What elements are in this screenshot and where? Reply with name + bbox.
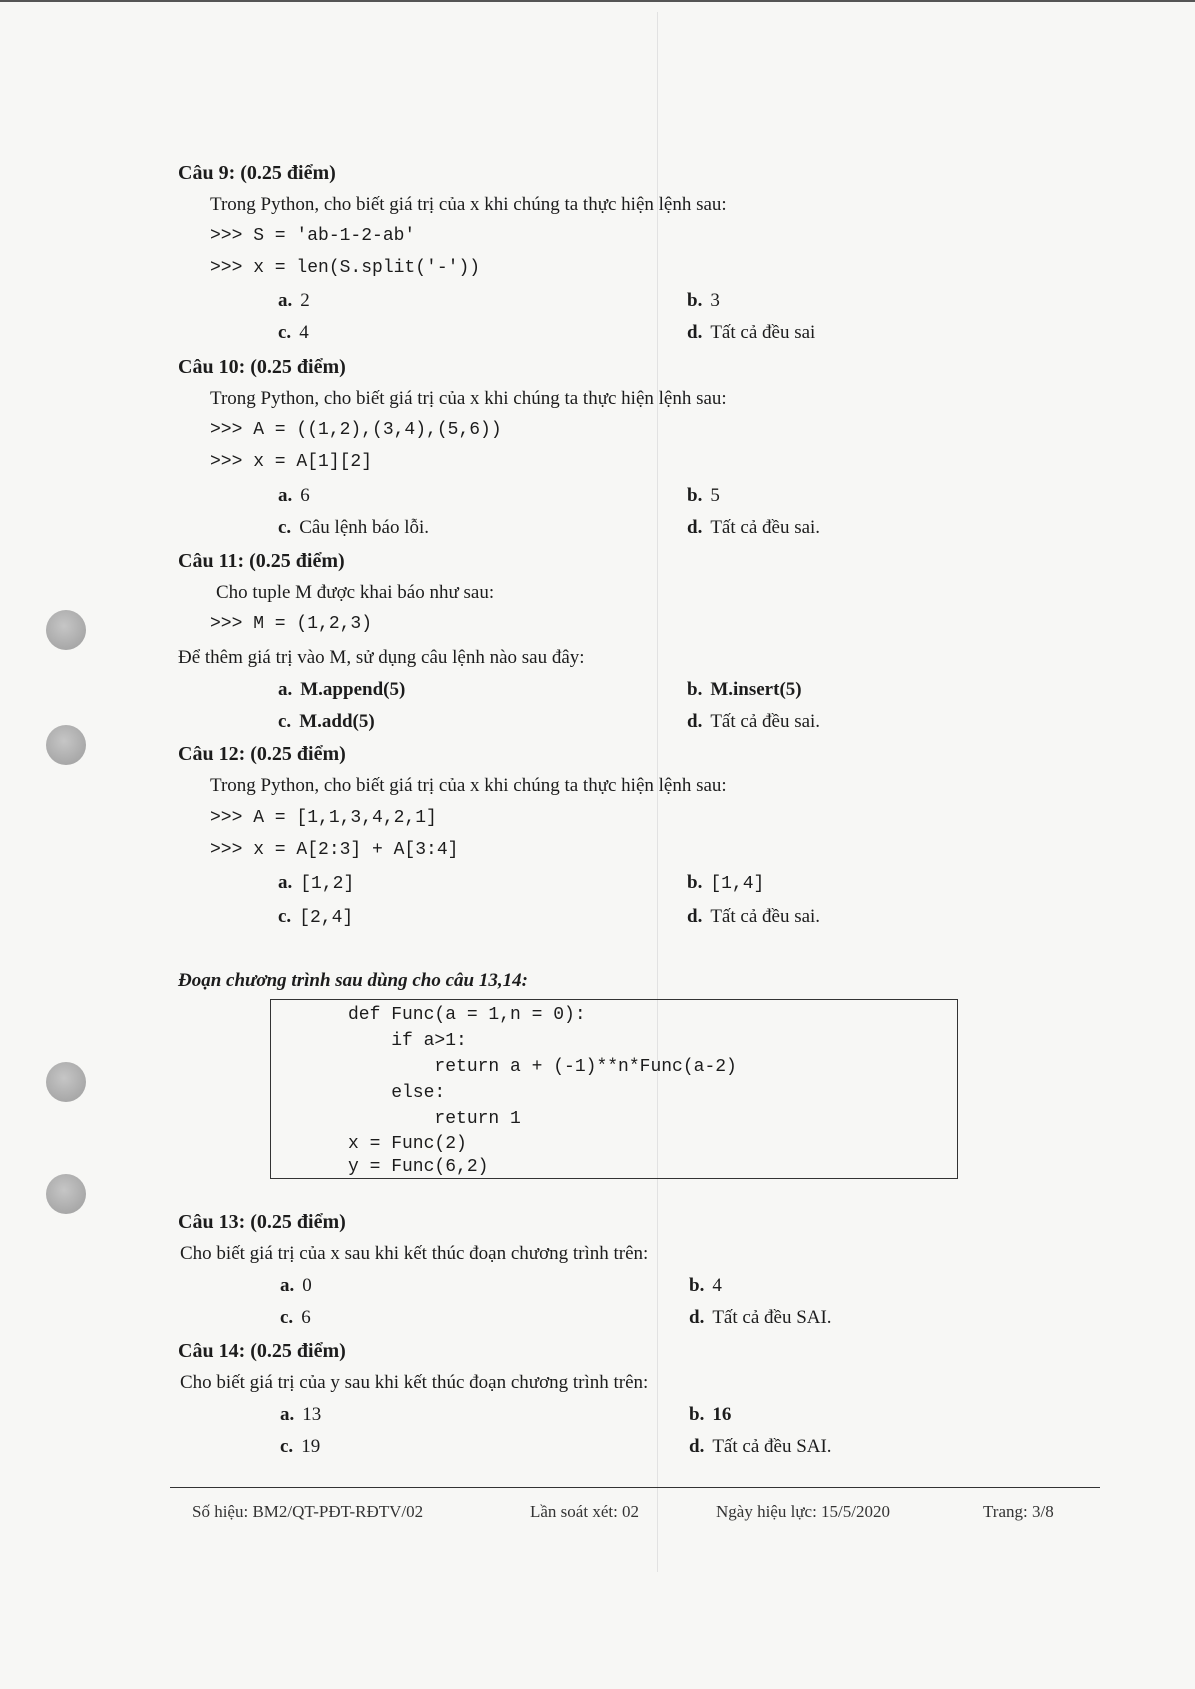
- question-11-option-d: d. Tất cả đều sai.: [687, 711, 821, 732]
- question-10-text: Trong Python, cho biết giá trị của x khi chúng ta thực hiện lệnh sau:: [210, 388, 727, 409]
- question-13-text: Cho biết giá trị của x sau khi kết thúc đoạn chương trình trên:: [180, 1243, 649, 1264]
- question-13-title: Câu 13: (0.25 điểm): [178, 1211, 346, 1233]
- question-9-option-b: b. 3: [687, 290, 720, 311]
- question-10-option-c: c. Câu lệnh báo lỗi.: [278, 517, 429, 538]
- question-12-code-line: >>> A = [1,1,3,4,2,1]: [210, 808, 437, 828]
- question-9-code-line: >>> S = 'ab-1-2-ab': [210, 226, 416, 246]
- question-14-option-d: d. Tất cả đều SAI.: [689, 1436, 832, 1457]
- footer-effective-date: Ngày hiệu lực: 15/5/2020: [716, 1502, 890, 1521]
- question-11-title: Câu 11: (0.25 điểm): [178, 550, 345, 572]
- program-code-line: def Func(a = 1,n = 0):: [348, 1005, 586, 1025]
- question-14-title: Câu 14: (0.25 điểm): [178, 1340, 346, 1362]
- program-code-line: return a + (-1)**n*Func(a-2): [348, 1057, 737, 1077]
- question-9-title: Câu 9: (0.25 điểm): [178, 162, 336, 184]
- program-code-line: return 1: [348, 1109, 521, 1129]
- question-9-option-d: d. Tất cả đều sai: [687, 322, 816, 343]
- question-12-code-line: >>> x = A[2:3] + A[3:4]: [210, 840, 459, 860]
- question-13-option-d: d. Tất cả đều SAI.: [689, 1307, 832, 1328]
- question-10-option-b: b. 5: [687, 485, 720, 506]
- punch-hole: [46, 1174, 86, 1214]
- question-9-code-line: >>> x = len(S.split('-')): [210, 258, 481, 278]
- question-10-option-d: d. Tất cả đều sai.: [687, 517, 821, 538]
- question-13-option-b: b. 4: [689, 1275, 722, 1296]
- question-11-option-c: c. M.add(5): [278, 711, 375, 732]
- question-9-option-a: a. 2: [278, 290, 310, 311]
- question-13-option-a: a. 0: [280, 1275, 312, 1296]
- question-12-title: Câu 12: (0.25 điểm): [178, 743, 346, 765]
- footer-doc-id: Số hiệu: BM2/QT-PĐT-RĐTV/02: [192, 1502, 424, 1521]
- question-12-option-a: a. [1,2]: [278, 872, 355, 894]
- question-12-text: Trong Python, cho biết giá trị của x khi chúng ta thực hiện lệnh sau:: [210, 775, 727, 796]
- question-12-option-c: c. [2,4]: [278, 906, 354, 928]
- punch-hole: [46, 1062, 86, 1102]
- question-10-code-line: >>> x = A[1][2]: [210, 452, 373, 472]
- question-14-text: Cho biết giá trị của y sau khi kết thúc đoạn chương trình trên:: [180, 1372, 649, 1393]
- question-10-option-a: a. 6: [278, 485, 310, 506]
- question-14-option-a: a. 13: [280, 1404, 322, 1425]
- question-11-code-line: >>> M = (1,2,3): [210, 614, 373, 634]
- question-11-text-2: Để thêm giá trị vào M, sử dụng câu lệnh nào sau đây:: [178, 647, 585, 668]
- program-code-line: x = Func(2): [348, 1134, 467, 1154]
- question-10-code-line: >>> A = ((1,2),(3,4),(5,6)): [210, 420, 502, 440]
- program-code-line: y = Func(6,2): [348, 1157, 489, 1177]
- program-section-label: Đoạn chương trình sau dùng cho câu 13,14:: [178, 970, 528, 991]
- question-9-option-c: c. 4: [278, 322, 309, 343]
- question-11-text: Cho tuple M được khai báo như sau:: [216, 582, 495, 603]
- question-13-option-c: c. 6: [280, 1307, 311, 1328]
- question-12-option-b: b. [1,4]: [687, 872, 765, 894]
- footer-revision: Lần soát xét: 02: [530, 1502, 640, 1521]
- footer-divider: [170, 1487, 1100, 1488]
- question-14-option-b: b. 16: [689, 1404, 732, 1425]
- question-10-title: Câu 10: (0.25 điểm): [178, 356, 346, 378]
- question-11-option-b: b. M.insert(5): [687, 679, 802, 700]
- program-code-line: if a>1:: [348, 1031, 467, 1051]
- question-11-option-a: a. M.append(5): [278, 679, 406, 700]
- question-12-option-d: d. Tất cả đều sai.: [687, 906, 821, 927]
- question-9-text: Trong Python, cho biết giá trị của x khi chúng ta thực hiện lệnh sau:: [210, 194, 727, 215]
- program-code-box: [270, 999, 958, 1179]
- punch-hole: [46, 725, 86, 765]
- question-14-option-c: c. 19: [280, 1436, 321, 1457]
- program-code-line: else:: [348, 1083, 446, 1103]
- footer-page-number: Trang: 3/8: [983, 1502, 1054, 1521]
- punch-hole: [46, 610, 86, 650]
